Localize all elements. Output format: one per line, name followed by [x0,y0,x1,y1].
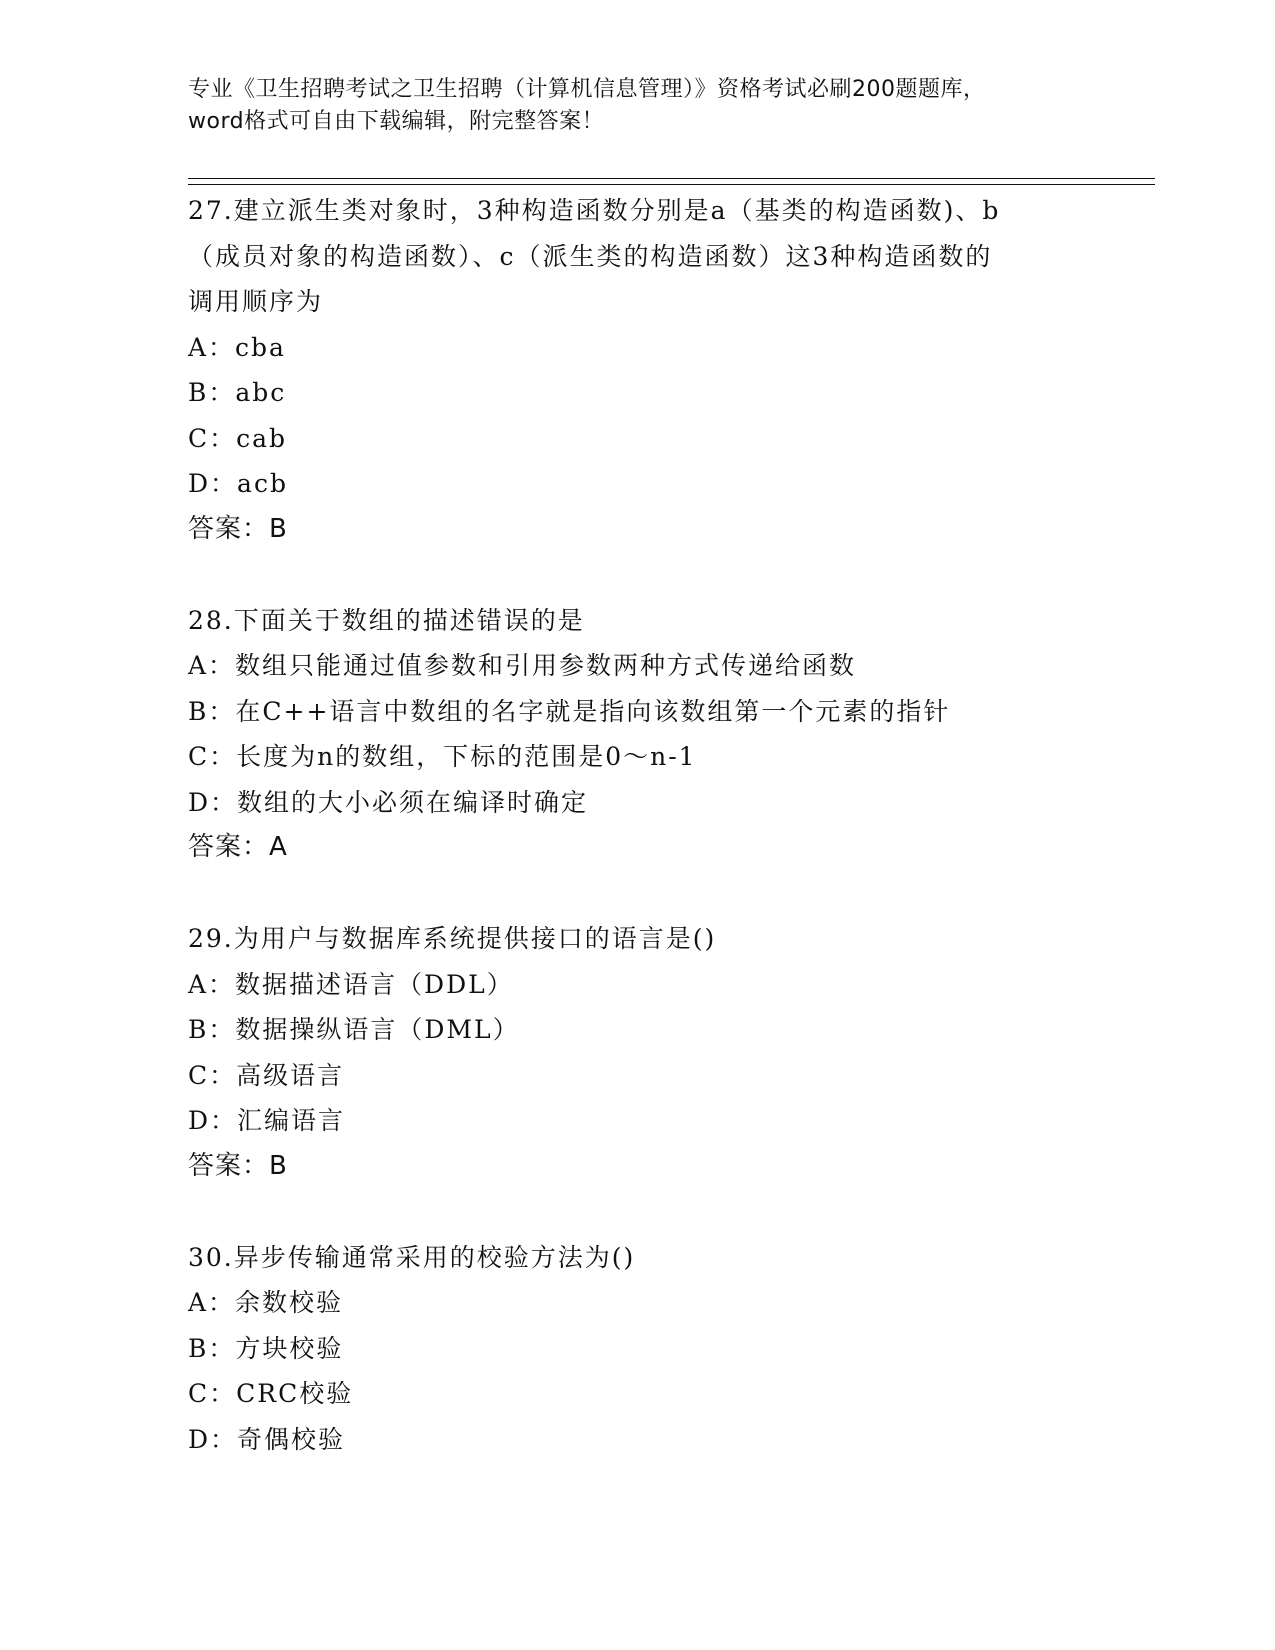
option-d: D：acb [188,469,288,498]
answer-label: 答案：A [188,832,288,862]
question-27 [188,188,1088,552]
option-d: D：奇偶校验 [188,1424,346,1454]
option-b: B：方块校验 [188,1333,344,1363]
question-stem-line: 28.下面关于数组的描述错误的是 [188,605,585,635]
question-spacer [188,1189,1088,1235]
option-b: B：数据操纵语言（DML） [188,1015,520,1044]
question-spacer [188,871,1088,917]
header-divider-bottom [188,184,1155,185]
option-a: A：余数校验 [188,1288,344,1317]
option-c: C：长度为n的数组，下标的范围是0～n-1 [188,742,697,771]
header-title-line-1: 专业《卫生招聘考试之卫生招聘（计算机信息管理）》资格考试必刷200题题库， [188,77,986,102]
question-29 [188,916,1088,1189]
question-stem-line: 调用顺序为 [188,287,324,316]
option-d: D：数组的大小必须在编译时确定 [188,787,589,817]
question-stem-line: （成员对象的构造函数）、c（派生类的构造函数）这3种构造函数的 [188,241,993,271]
answer-label: 答案：B [188,513,288,544]
question-stem-line: 30.异步传输通常采用的校验方法为() [188,1242,636,1272]
question-stem-line: 29.为用户与数据库系统提供接口的语言是() [188,924,717,953]
question-stem-line: 27.建立派生类对象时，3种构造函数分别是a（基类的构造函数)、b [188,196,1001,225]
question-30 [188,1235,1088,1463]
option-b: B：abc [188,378,287,407]
answer-label: 答案：B [188,1150,288,1181]
header-divider-top [188,178,1155,179]
option-c: C：CRC校验 [188,1379,354,1408]
option-a: A：数据描述语言（DDL） [188,969,514,999]
question-28 [188,598,1088,871]
option-c: C：高级语言 [188,1060,345,1090]
option-a: A：cba [188,332,286,362]
option-d: D：汇编语言 [188,1106,346,1135]
question-list [188,188,1088,1462]
option-b: B：在C++语言中数组的名字就是指向该数组第一个元素的指针 [188,696,951,726]
header-title-line-2: word格式可自由下载编辑，附完整答案！ [188,109,605,134]
document-header [188,74,1068,138]
option-a: A：数组只能通过值参数和引用参数两种方式传递给函数 [188,651,857,680]
option-c: C：cab [188,423,288,453]
question-spacer [188,552,1088,598]
